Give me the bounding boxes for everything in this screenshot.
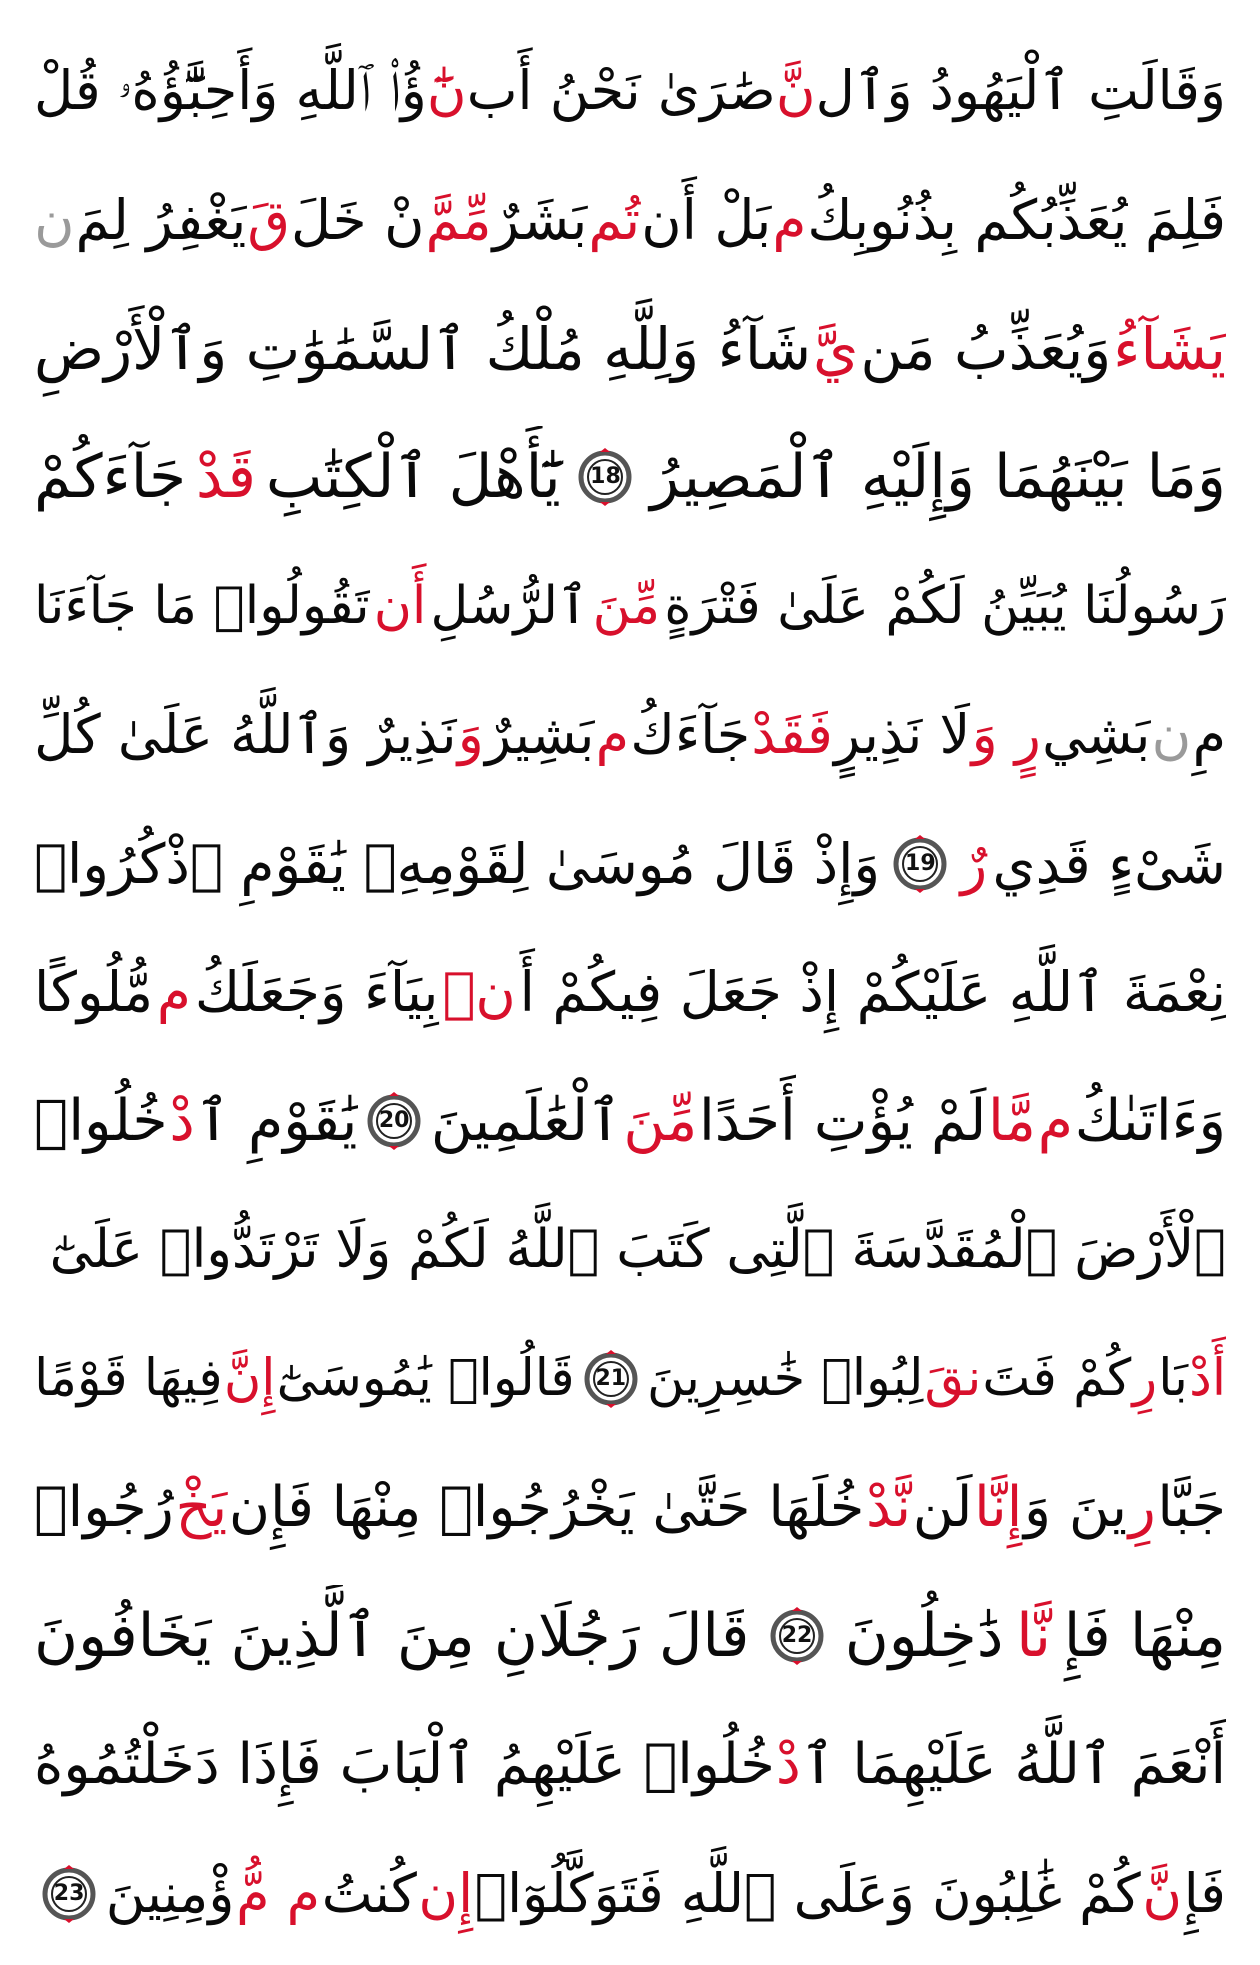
- verse-line: [34, 684, 1226, 786]
- tajweed-highlight: رٍ وَ: [971, 702, 1041, 766]
- verse-text: ينَ وَ: [1023, 1474, 1128, 1540]
- verse-text: بَشِيرٌ: [485, 702, 595, 766]
- tajweed-highlight: دْ: [169, 1088, 195, 1155]
- verse-text: وَءَاتَىٰكُ: [1074, 1088, 1226, 1155]
- verse-text: خُلُوا۟ عَلَيْهِمُ ٱلْبَابَ فَإِذَا دَخَلْتُمُوهُ: [34, 1732, 775, 1798]
- verse-text: وَإِذْ قَالَ مُوسَىٰ لِقَوْمِهِۦ يَٰقَوْمِ ٱذْكُرُوا۟: [34, 831, 881, 896]
- verse-text: خُلُوا۟: [34, 1088, 168, 1155]
- verse-text: ٱلْعَٰلَمِينَ: [430, 1088, 622, 1155]
- verse-text: يَٰقَوْمِ ٱ: [196, 1088, 358, 1155]
- verse-text: كُمْ غَٰلِبُونَ وَعَلَى ٱللَّهِ فَتَوَكَّلُوٓا۟: [474, 1861, 1141, 1925]
- tajweed-highlight: مَّا: [988, 1088, 1036, 1155]
- ayah-number: 21: [595, 1365, 627, 1391]
- tajweed-highlight: م: [1037, 1088, 1073, 1155]
- ayah-number-marker: [576, 448, 634, 506]
- tajweed-highlight: قَدْ: [195, 442, 257, 513]
- verse-line: [34, 813, 1226, 915]
- tajweed-highlight: رٌ: [960, 831, 988, 896]
- verse-text: لَا نَذِيرٍ: [834, 702, 971, 766]
- tajweed-highlight: نَّدْ: [866, 1474, 912, 1540]
- tajweed-highlight: مِّنَ: [592, 576, 661, 637]
- verse-text: نَذِيرٌ وَٱللَّهُ عَلَىٰ كُلِّ: [34, 702, 457, 766]
- verse-text: رَسُولُنَا يُبَيِّنُ لَكُمْ عَلَىٰ فَتْرَةٍ: [664, 576, 1226, 637]
- verse-line: [34, 1199, 1226, 1301]
- ayah-number: 18: [590, 464, 621, 490]
- verse-line: [34, 298, 1226, 400]
- verse-line: [34, 426, 1226, 528]
- verse-text: يَغْفِرُ لِمَ: [75, 187, 247, 252]
- verse-text: وَيُعَذِّبُ مَن: [860, 314, 1112, 383]
- verse-line: [34, 1843, 1226, 1945]
- tajweed-highlight: يَشَآءُ: [1113, 314, 1226, 383]
- verse-text: بَلْ أَن: [641, 187, 772, 252]
- verse-text: أَنْعَمَ ٱللَّهُ عَلَيْهِمَا ٱ: [801, 1732, 1226, 1798]
- verse-text: كُمْ فَتَ: [982, 1348, 1132, 1408]
- tajweed-highlight: م: [595, 702, 630, 766]
- verse-text: نْ خَلَ: [291, 187, 425, 252]
- verse-text: ٱلرُّسُلِ: [430, 576, 589, 637]
- verse-text: دَٰخِلُونَ: [844, 1601, 1004, 1672]
- tajweed-highlight: نۢ: [442, 960, 516, 1025]
- silent-letter: ن: [34, 187, 75, 252]
- ayah-number: 23: [53, 1880, 85, 1906]
- ayah-number-marker: [365, 1092, 423, 1150]
- tajweed-highlight: وَ: [457, 702, 484, 766]
- tajweed-highlight: يَّ: [813, 314, 859, 383]
- verse-text: جَآءَكُ: [630, 702, 751, 766]
- verse-line: [34, 1328, 1226, 1430]
- tajweed-highlight: مِّنَ: [623, 1088, 698, 1155]
- ayah-number: 22: [781, 1623, 813, 1649]
- verse-lines: [34, 40, 1226, 1945]
- tajweed-highlight: إِنَّ: [223, 1348, 276, 1408]
- tajweed-highlight: نَٰٓ: [426, 59, 467, 122]
- verse-text: ؤُا۟ ٱللَّهِ وَأَحِبَّٰٓؤُهُۥ قُلْ: [34, 59, 427, 122]
- silent-letter: ن: [1151, 702, 1192, 766]
- tajweed-highlight: نَّا: [1016, 1601, 1052, 1672]
- verse-text: مِ: [1192, 702, 1226, 766]
- verse-line: [34, 40, 1226, 142]
- tajweed-highlight: تُم: [588, 187, 641, 252]
- verse-text: شَآءُ وَلِلَّهِ مُلْكُ ٱلسَّمَٰوَٰتِ وَٱلْأَرْضِ: [34, 314, 812, 383]
- verse-text: لَمْ يُؤْتِ أَحَدًا: [698, 1088, 987, 1155]
- verse-text: لِبُوا۟ خَٰسِرِينَ: [646, 1348, 924, 1408]
- verse-text: ؤْمِنِينَ: [105, 1861, 235, 1925]
- tajweed-highlight: أَن: [373, 576, 427, 637]
- tajweed-highlight: إِن: [418, 1861, 474, 1925]
- tajweed-highlight: نَّ: [1142, 1861, 1183, 1925]
- verse-text: خُلَهَا حَتَّىٰ يَخْرُجُوا۟ مِنْهَا فَإِن: [228, 1474, 865, 1540]
- verse-text: كُنتُ: [321, 1861, 417, 1925]
- verse-text: يَٰٓأَهْلَ ٱلْكِتَٰبِ: [265, 442, 561, 513]
- verse-text: فَلِمَ يُعَذِّبُكُم بِذُنُوبِكُ: [807, 187, 1226, 252]
- tajweed-highlight: م: [772, 187, 807, 252]
- verse-text: قَالُوا۟ يَٰمُوسَىٰٓ: [276, 1348, 575, 1408]
- tajweed-highlight: أَدْ: [1189, 1348, 1226, 1408]
- verse-text: رُجُوا۟: [34, 1474, 174, 1540]
- verse-text: بَا: [1158, 1348, 1188, 1408]
- verse-text: بَشِي: [1042, 702, 1151, 766]
- verse-text: مُّلُوكًا: [34, 960, 154, 1025]
- ayah-number-marker: [768, 1607, 826, 1665]
- verse-text: نِعْمَةَ ٱللَّهِ عَلَيْكُمْ إِذْ جَعَلَ فِيكُمْ أَ: [519, 960, 1226, 1025]
- verse-text: بَشَرٌ: [492, 187, 588, 252]
- ayah-number-marker: [582, 1350, 640, 1408]
- verse-text: وَقَالَتِ ٱلْيَهُودُ وَٱل: [815, 59, 1226, 122]
- tajweed-highlight: رِ: [1132, 1348, 1158, 1408]
- verse-line: [34, 169, 1226, 271]
- tajweed-highlight: مِّمَّ: [425, 187, 492, 252]
- verse-text: صَٰرَىٰ نَحْنُ أَب: [466, 59, 776, 122]
- ayah-number: 19: [905, 850, 936, 876]
- tajweed-highlight: نَّ: [775, 59, 816, 122]
- tajweed-highlight: م مُّ: [236, 1861, 321, 1925]
- verse-line: [34, 1585, 1226, 1687]
- tajweed-highlight: نقَ: [924, 1348, 982, 1408]
- verse-text: لَن: [912, 1474, 973, 1540]
- ayah-number-marker: [40, 1865, 98, 1923]
- verse-text: مِنْهَا فَإِ: [1063, 1601, 1226, 1672]
- tajweed-highlight: م: [156, 960, 191, 1025]
- verse-text: بِيَآءَ وَجَعَلَكُ: [194, 960, 439, 1025]
- verse-line: [34, 1070, 1226, 1172]
- tajweed-highlight: قَ: [247, 187, 291, 252]
- ayah-number-marker: [891, 835, 949, 893]
- tajweed-highlight: إِنَّا: [974, 1474, 1023, 1540]
- verse-line: [34, 555, 1226, 657]
- verse-text: فِيهَا قَوْمًا: [34, 1348, 223, 1408]
- tajweed-highlight: رِ: [1128, 1474, 1156, 1540]
- verse-text: شَىْءٍ قَدِي: [992, 831, 1226, 896]
- ayah-number: 20: [378, 1108, 410, 1134]
- verse-text: قَالَ رَجُلَانِ مِنَ ٱلَّذِينَ يَخَافُونَ: [34, 1601, 750, 1672]
- verse-text: تَقُولُوا۟ مَا جَآءَنَا: [34, 576, 370, 637]
- tajweed-highlight: فَقَدْ: [751, 702, 833, 766]
- verse-line: [34, 941, 1226, 1043]
- tajweed-highlight: يَخْ: [175, 1474, 228, 1540]
- verse-line: [34, 1714, 1226, 1816]
- verse-text: فَإِ: [1183, 1861, 1226, 1925]
- verse-text: جَآءَكُمْ: [34, 442, 187, 513]
- verse-text: وَمَا بَيْنَهُمَا وَإِلَيْهِ ٱلْمَصِيرُ: [650, 442, 1226, 513]
- tajweed-highlight: دْ: [775, 1732, 801, 1798]
- verse-text: جَبَّا: [1157, 1474, 1226, 1540]
- verse-line: [34, 1457, 1226, 1559]
- verse-text: ٱلْأَرْضَ ٱلْمُقَدَّسَةَ ٱلَّتِى كَتَبَ ٱللَّهُ لَكُمْ وَلَا تَرْتَدُّوا۟ عَلَىٰٓ: [49, 1219, 1226, 1281]
